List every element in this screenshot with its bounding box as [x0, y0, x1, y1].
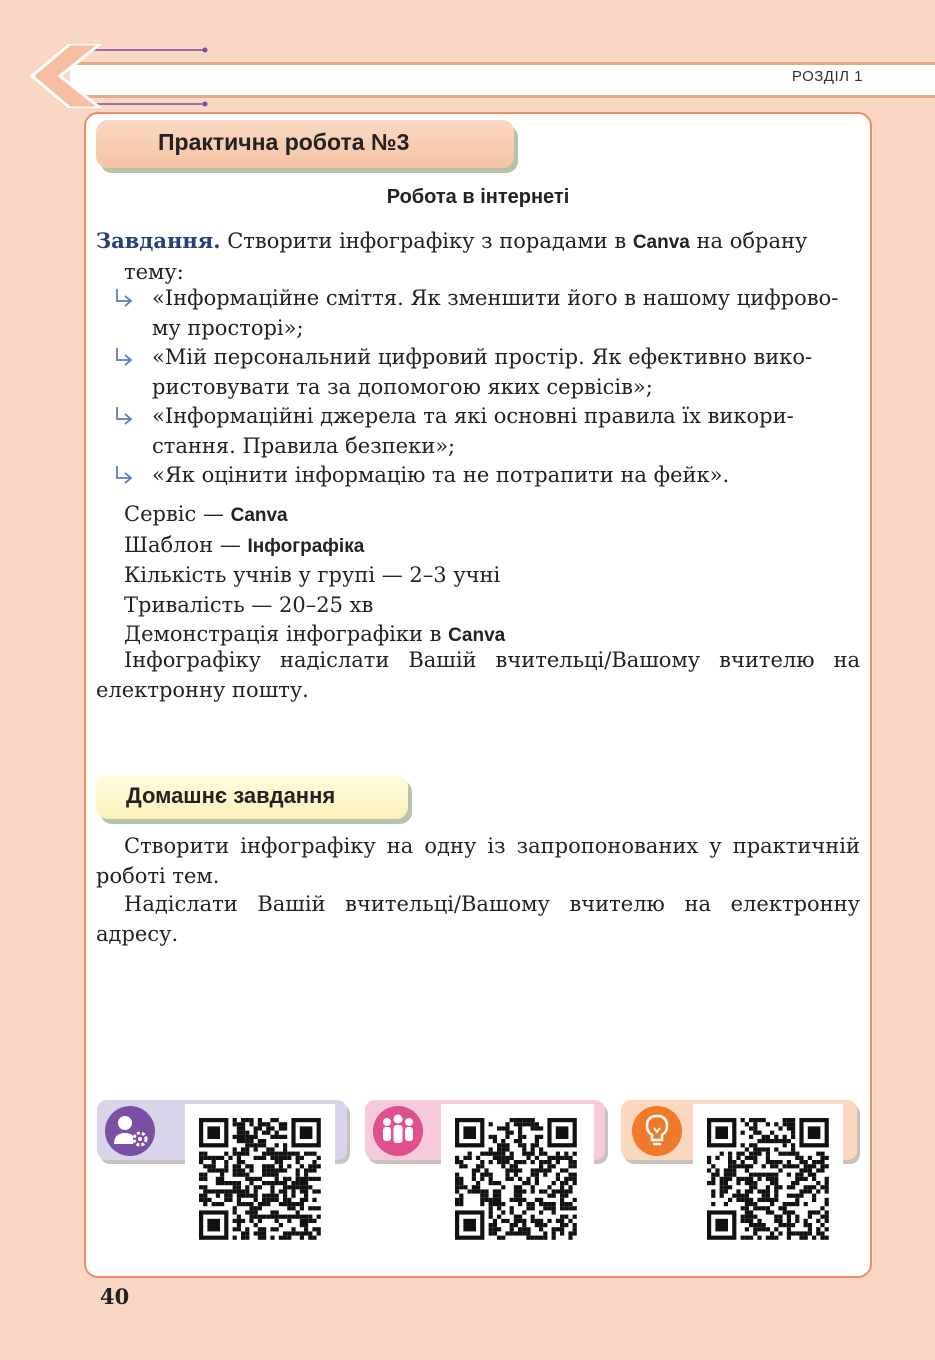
canva-name: Canva: [632, 232, 690, 253]
list-item-line: «Інформаційні джерела та які основні правила їх викори-: [152, 404, 794, 428]
qr-code-1[interactable]: [185, 1104, 335, 1250]
practical-title: Практична робота №3: [158, 129, 410, 155]
list-item-line: му просторі»;: [152, 315, 304, 340]
practical-subtitle: Робота в інтернеті: [386, 186, 570, 208]
lightbulb-icon: [632, 1106, 682, 1156]
chevron-left-icon: [30, 44, 102, 108]
section-label: РОЗДІЛ 1: [791, 68, 863, 85]
work-details: [124, 500, 864, 651]
homework-title: Домашнє завдання: [126, 783, 336, 808]
template-line: Шаблон — Інфографіка: [124, 532, 365, 557]
list-item-line: «Інформаційне сміття. Як зменшити його в нашому цифрово-: [152, 286, 839, 310]
qr-code-2[interactable]: [441, 1104, 594, 1252]
task-text: Створити інфографіку з порадами в: [220, 229, 633, 253]
list-item: [96, 343, 860, 402]
list-item-line: «Мій персональний цифровий простір. Як ефективно вико-: [152, 345, 813, 369]
qr-code-3[interactable]: [693, 1104, 843, 1250]
arrow-bullet-icon: [114, 288, 138, 310]
person-settings-icon: [105, 1106, 155, 1156]
list-item: [96, 284, 860, 343]
list-item: [96, 461, 860, 491]
people-group-icon: [373, 1106, 423, 1156]
demo-value: Canva: [448, 625, 506, 646]
service-line: Сервіс — Canva: [124, 502, 288, 526]
service-value: Canva: [230, 505, 288, 526]
list-item: [96, 402, 860, 461]
topics-list: [96, 284, 860, 491]
duration-line: Тривалість — 20–25 хв: [124, 592, 374, 617]
list-item-line: «Як оцінити інформацію та не потрапити на фейк».: [152, 463, 730, 487]
task-paragraph: [96, 226, 860, 287]
task-lead: Завдання.: [96, 228, 221, 253]
students-line: Кількість учнів у групі — 2–3 учні: [124, 563, 501, 587]
homework-paragraph-2: Надіслати Вашій вчительці/Вашому вчителю на електронну адресу.: [96, 892, 860, 946]
list-item-line: стання. Правила безпеки»;: [152, 433, 456, 458]
send-instruction: Інфографіку надіслати Вашій вчительці/Вашому вчителю на електронну пошту.: [96, 648, 860, 702]
task-text-end: тему:: [124, 259, 184, 284]
list-item-line: ристовувати та за допомогою яких сервісів»;: [152, 374, 653, 399]
homework-paragraph-1: Створити інфографіку на одну із запропонованих у практичній роботі тем.: [96, 834, 860, 888]
task-text-cont: на обрану: [689, 229, 808, 253]
page-number: 40: [100, 1284, 130, 1309]
arrow-bullet-icon: [114, 465, 138, 487]
template-value: Інфографіка: [247, 535, 365, 557]
demo-line: Демонстрація інфографіки в Canva: [124, 622, 506, 646]
arrow-bullet-icon: [114, 406, 138, 428]
arrow-bullet-icon: [114, 347, 138, 369]
